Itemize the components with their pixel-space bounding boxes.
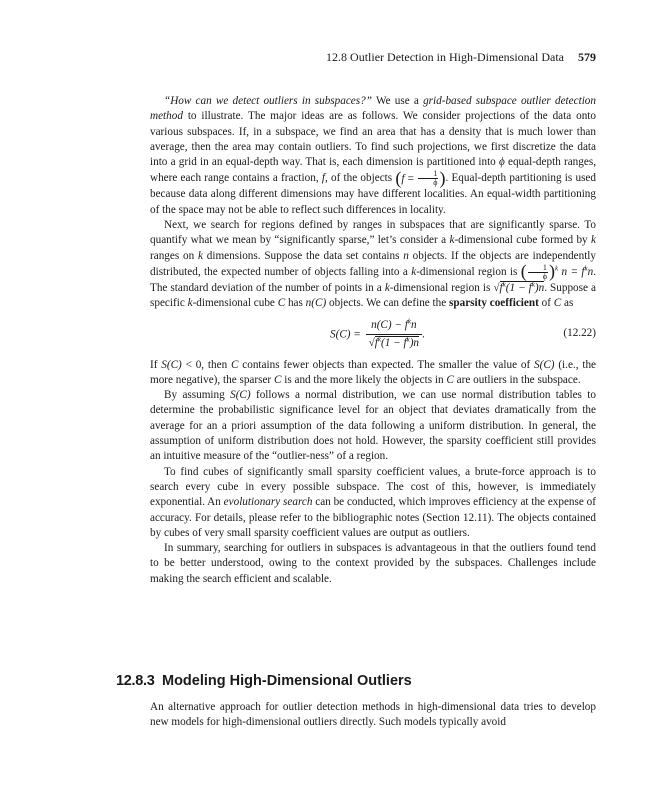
text: objects. If the objects are independently distributed, the expected number of objects falling into a	[150, 249, 597, 279]
text: . The standard deviation of the number of points in a	[150, 266, 597, 294]
math: f	[374, 336, 378, 349]
inline-sqrt: $√f^k(1 - f^k)n$	[493, 280, 545, 294]
inline-formula: ( $\frac{1}{\phi}$ )$^k$ $n = f^kn$	[520, 261, 594, 282]
text: of	[538, 297, 554, 310]
equation-number: (12.22)	[563, 326, 596, 339]
section-number: 12.8.3	[116, 673, 155, 689]
text: to illustrate. The major ideas are as follows. We consider projections of the data onto various subspaces. If, in a subspace, we find an area that has a density that is much lower than average, then the area may contain outliers. To find such projections, we first discretize the data into a grid in an equal-depth way. That is, each dimension is partitioned into	[150, 110, 596, 169]
equation-body	[330, 318, 425, 352]
math: S(C)	[161, 358, 182, 371]
text: . Suppose a specific	[150, 281, 596, 310]
equation-lhs: S(C) =	[330, 327, 361, 340]
math: k	[531, 280, 535, 289]
equation-numerator	[366, 318, 422, 335]
math: C	[277, 297, 286, 310]
text: To find cubes of significantly small sparsity coefficient values, a brute-force approach is to search every cube in every possible subspace. The cost of this, however, is immediately exponential. An	[150, 465, 596, 509]
paragraph	[150, 358, 596, 389]
math: .	[422, 327, 425, 340]
text: . Equal-depth partitioning is used because data along different dimensions may have different localities. An equal-width partitioning of the space may not be able to reflect such differences in locality.	[150, 172, 596, 216]
math: n	[403, 249, 409, 262]
equation-fraction	[366, 318, 422, 352]
paragraph	[150, 218, 596, 311]
text: (i.e., the more negative), the sparser	[150, 358, 597, 386]
math: (1 − f	[381, 336, 407, 349]
emphasis: evolutionary search	[223, 496, 313, 509]
text: objects. We can define the	[326, 297, 450, 310]
math: k	[411, 266, 417, 279]
text: equal-depth ranges, where each range contains a fraction,	[150, 156, 596, 185]
math: k	[407, 316, 411, 325]
emphasis: grid-based subspace outlier detection method	[150, 95, 596, 123]
text: contains fewer objects than expected. The smaller the value of	[238, 358, 534, 371]
math: S(C)	[534, 358, 555, 371]
math: (1 − f	[505, 281, 532, 294]
math: k	[502, 280, 506, 289]
display-equation	[150, 314, 596, 356]
math: k	[555, 264, 559, 273]
text: is and the more likely the objects in	[281, 373, 447, 386]
math: f	[499, 281, 503, 294]
text: We use a	[371, 95, 424, 107]
math: S(C)	[230, 389, 251, 402]
text: has	[285, 297, 306, 310]
text: can be conducted, which improves efficiency at the expense of accuracy. For details, please refer to the bibliographic notes (Section 12.11). The objects contained by cubes of very small sparsity coefficient values are output as outliers.	[150, 496, 596, 539]
math: n	[587, 266, 594, 279]
fraction-denominator: ϕ	[433, 178, 438, 188]
fraction-numerator: 1	[418, 170, 438, 179]
math: k	[449, 234, 455, 247]
text: are outliers in the subspace.	[453, 373, 581, 386]
math: n(C)	[305, 297, 327, 310]
body-text-continued	[150, 700, 596, 731]
paragraph	[150, 94, 596, 218]
math: k	[187, 297, 193, 310]
text: , of the objects	[324, 172, 396, 185]
math: C	[273, 373, 282, 386]
math: k	[406, 335, 410, 344]
math: C	[553, 297, 562, 310]
math: )n	[409, 336, 420, 349]
section-heading	[116, 672, 596, 690]
text: follows a normal distribution, we can use normal distribution tables to determine the probabilistic significance level for an object that deviates dramatically from the average for an a priori assumption of the data following a uniform distribution. In general, the assumption of uniform distribution does not hold. However, the sparsity coefficient still provides an intuitive measure of the “outlier-ness” of a region.	[150, 389, 596, 463]
text: ranges on	[150, 249, 198, 262]
paragraph	[150, 388, 596, 464]
text: By assuming	[164, 389, 231, 402]
section-title: Modeling High-Dimensional Outliers	[162, 673, 412, 689]
page-number: 579	[578, 50, 596, 64]
text: < 0, then	[181, 358, 231, 371]
equation-denominator: $√f^k(1 - f^k)n$	[368, 335, 420, 349]
math: k	[384, 281, 390, 294]
text: If	[150, 358, 162, 371]
text: as	[561, 297, 574, 310]
math: n(C) − f	[371, 318, 408, 331]
running-title: 12.8 Outlier Detection in High-Dimensional Data	[326, 50, 564, 64]
math: n = f	[561, 266, 585, 279]
text: -dimensional region is	[416, 266, 521, 279]
text: -dimensional cube	[192, 297, 278, 310]
math: ϕ	[498, 156, 505, 169]
text: -dimensional cube formed by	[454, 234, 592, 247]
math: n	[410, 318, 417, 331]
paragraph: An alternative approach for outlier detection methods in high-dimensional data tries to develop new models for high-dimensional outliers directly. Such models typically avoid	[150, 701, 596, 729]
running-header	[150, 50, 596, 64]
math: k	[584, 264, 588, 273]
body-text	[150, 94, 596, 587]
paragraph: In summary, searching for outliers in subspaces is advantageous in that the outliers found tend to be better understood, owing to the context provided by the subspaces. Challenges include making the search efficient and scalable.	[150, 542, 596, 585]
question-text: “How can we detect outliers in subspaces?”	[164, 95, 372, 107]
math: k	[377, 335, 382, 344]
bold-term: sparsity coefficient	[449, 297, 539, 310]
math: k	[198, 249, 203, 262]
text: -dimensional region is	[389, 281, 494, 294]
math: k	[591, 234, 596, 247]
text: dimensions. Suppose the data set contains	[202, 249, 404, 262]
inline-formula: (f = $\frac{1}{\phi}$ )	[395, 167, 446, 188]
paragraph	[150, 465, 596, 541]
math: )n	[534, 281, 545, 294]
math: C	[231, 358, 239, 371]
math: f	[321, 172, 325, 185]
fraction-denominator: ϕ	[542, 271, 547, 281]
math: C	[446, 373, 454, 386]
fraction-numerator: 1	[528, 264, 548, 273]
text: Next, we search for regions defined by ranges in subspaces that are significantly sparse. To quantify what we mean by “significantly sparse,” let’s consider a	[150, 219, 596, 247]
